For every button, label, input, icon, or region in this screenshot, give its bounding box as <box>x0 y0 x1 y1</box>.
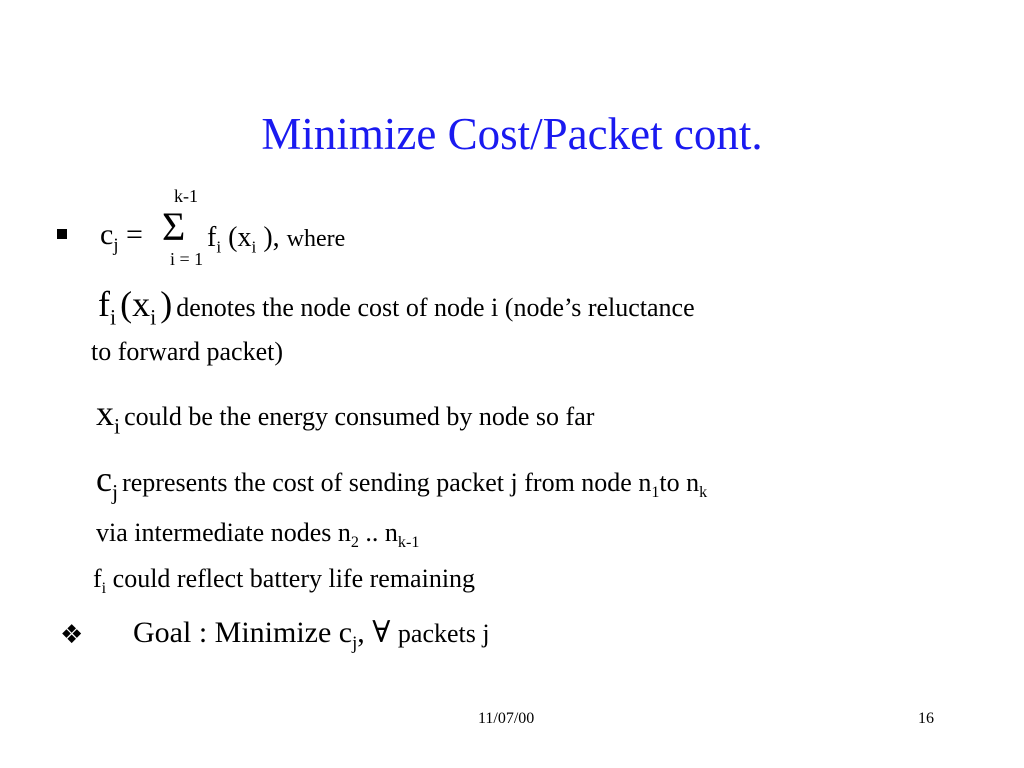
diamond-bullet-icon: ❖ <box>60 620 84 650</box>
footer-page-number: 16 <box>918 710 934 727</box>
fi-close: ) <box>160 284 173 324</box>
formula-where: where <box>286 226 346 252</box>
goal-comma: , <box>357 616 365 649</box>
formula-equals: = <box>126 218 143 251</box>
formula-close: ), <box>263 222 280 253</box>
battery-f: f <box>93 564 102 593</box>
xi-description: could be the energy consumed by node so far <box>124 402 595 431</box>
fi-definition-line <box>98 283 695 330</box>
goal-text: Goal : Minimize c <box>133 616 353 649</box>
xi-line <box>96 392 595 439</box>
sum-upper-limit: k-1 <box>174 186 198 206</box>
cj-dots: .. n <box>358 518 398 547</box>
battery-text: could reflect battery life remaining <box>112 564 476 593</box>
fi-x-sub: i <box>150 304 157 330</box>
formula-x-sub: i <box>251 237 257 257</box>
formula-lhs <box>100 218 143 257</box>
cj-n2-sub: 2 <box>350 534 359 552</box>
formula-c-sub: j <box>113 235 119 257</box>
cj-c: c <box>96 459 112 499</box>
fi-f: f <box>98 284 110 324</box>
cj-n1-sub: 1 <box>651 484 660 502</box>
sum-lower-limit: i = 1 <box>170 249 204 269</box>
forall-symbol: ∀ <box>372 616 391 649</box>
fi-f-sub: i <box>110 304 117 330</box>
xi-x-sub: i <box>114 413 121 439</box>
cj-nk1-sub: k-1 <box>397 534 420 552</box>
battery-f-sub: i <box>101 580 107 598</box>
fi-description-cont: to forward packet) <box>91 337 284 366</box>
cj-nk-sub: k <box>699 484 708 502</box>
cj-line <box>96 458 708 505</box>
goal-c-sub: j <box>352 633 358 655</box>
square-bullet-icon <box>57 229 67 239</box>
cj-c-sub: j <box>111 479 119 505</box>
footer-date: 11/07/00 <box>478 710 535 727</box>
cj-text2: via intermediate nodes n <box>96 518 351 547</box>
cj-description <box>122 468 708 502</box>
formula-c: c <box>100 218 114 251</box>
cj-to: to n <box>659 468 700 497</box>
sigma-symbol: Σ <box>162 204 186 249</box>
formula-f: f <box>207 222 217 253</box>
slide-title: Minimize Cost/Packet cont. <box>261 109 763 159</box>
goal-packets: packets j <box>397 619 490 648</box>
xi-x: x <box>96 393 114 433</box>
cj-text1: represents the cost of sending packet j from node n <box>122 468 652 497</box>
fi-description: denotes the node cost of node i (node’s reluctance <box>176 293 695 322</box>
cj-description-cont <box>96 518 420 552</box>
battery-line <box>93 564 476 598</box>
formula-f-sub: i <box>216 237 222 257</box>
formula-rhs <box>207 222 346 257</box>
goal-line <box>133 615 490 655</box>
formula-x: (x <box>228 222 252 253</box>
fi-x: (x <box>120 284 151 324</box>
